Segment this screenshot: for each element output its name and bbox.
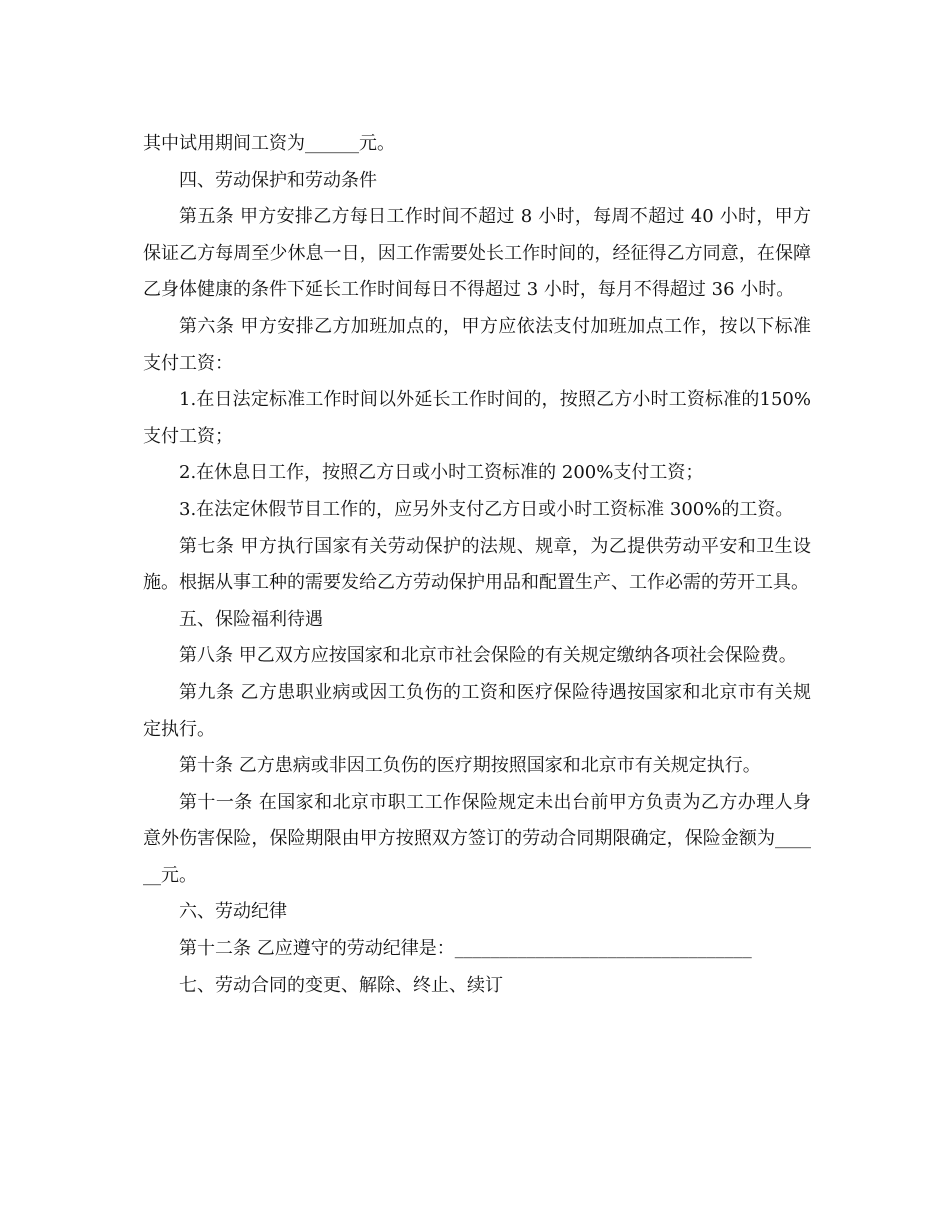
article-9: 第九条 乙方患职业病或因工负伤的工资和医疗保险待遇按国家和北京市有关规定执行。 — [143, 681, 811, 740]
article-6: 第六条 甲方安排乙方加班加点的，甲方应依法支付加班加点工作，按以下标准支付工资： — [143, 315, 811, 374]
article-6-item-2: 2.在休息日工作，按照乙方日或小时工资标准的 200%支付工资； — [179, 462, 704, 484]
article-5: 第五条 甲方安排乙方每日工作时间不超过 8 小时，每周不超过 40 小时，甲方保证乙方每周至少休息一日，因工作需要处长工作时间的，经征得乙方同意，在保障乙身体健康的条件下延长工作时间每日不得超过 3 小时，每月不得超过 36 小时。 — [143, 206, 811, 301]
article-12: 第十二条 乙应遵守的劳动纪律是：_________________________________ — [179, 938, 752, 960]
article-8: 第八条 甲乙双方应按国家和北京市社会保险的有关规定缴纳各项社会保险费。 — [179, 645, 797, 667]
document-body — [143, 126, 811, 1004]
article-7: 第七条 甲方执行国家有关劳动保护的法规、规章，为乙提供劳动平安和卫生设施。根据从事工种的需要发给乙方劳动保护用品和配置生产、工作必需的劳开工具。 — [143, 535, 811, 594]
article-10: 第十条 乙方患病或非因工负伤的医疗期按照国家和北京市有关规定执行。 — [179, 755, 761, 777]
section-heading-contract-changes: 七、劳动合同的变更、解除、终止、续订 — [179, 974, 503, 996]
section-heading-insurance: 五、保险福利待遇 — [179, 608, 323, 630]
article-11: 第十一条 在国家和北京市职工工作保险规定未出台前甲方负责为乙方办理人身意外伤害保险，保险期限由甲方按照双方签订的劳动合同期限确定，保险金额为______元。 — [143, 791, 811, 886]
section-heading-labor-discipline: 六、劳动纪律 — [179, 901, 287, 923]
section-heading-labor-protection: 四、劳动保护和劳动条件 — [179, 169, 377, 191]
probation-salary-line: 其中试用期间工资为______元。 — [143, 133, 395, 154]
article-6-item-3: 3.在法定休假节目工作的，应另外支付乙方日或小时工资标准 300%的工资。 — [179, 498, 794, 520]
article-6-item-1: 1.在日法定标准工作时间以外延长工作时间的，按照乙方小时工资标准的150%支付工资； — [143, 389, 811, 447]
